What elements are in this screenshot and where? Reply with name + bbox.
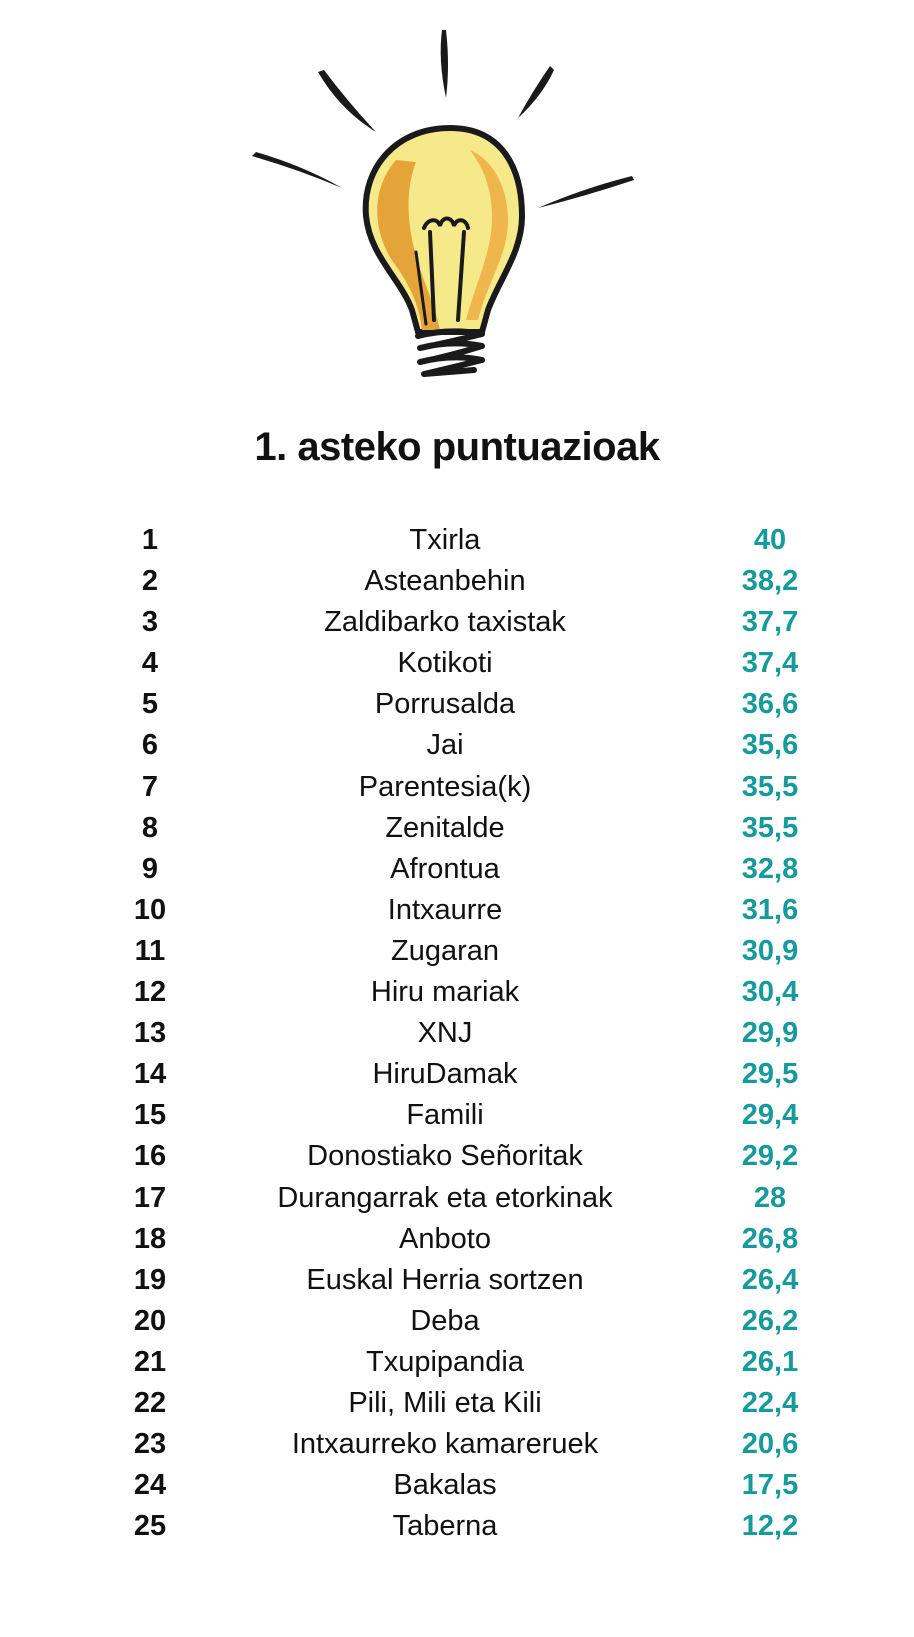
rank-number: 20 bbox=[133, 1304, 167, 1337]
ranking-row bbox=[0, 1465, 914, 1506]
ranking-row bbox=[0, 561, 914, 602]
rank-number: 4 bbox=[141, 647, 159, 680]
team-score: 29,9 bbox=[741, 1017, 799, 1050]
rank-number: 15 bbox=[133, 1099, 167, 1132]
rank-number: 16 bbox=[133, 1140, 167, 1173]
ranking-table bbox=[0, 520, 914, 1547]
team-name: Deba bbox=[410, 1304, 480, 1337]
team-score: 37,7 bbox=[741, 606, 799, 639]
ranking-row bbox=[0, 972, 914, 1013]
ranking-row bbox=[0, 1013, 914, 1054]
team-score: 28 bbox=[753, 1181, 787, 1214]
team-score: 32,8 bbox=[741, 852, 799, 885]
rank-number: 1 bbox=[141, 524, 159, 556]
rank-number: 11 bbox=[134, 934, 166, 967]
team-name: HiruDamak bbox=[372, 1058, 518, 1091]
rank-number: 10 bbox=[133, 893, 167, 926]
rank-number: 7 bbox=[141, 770, 159, 803]
rank-number: 18 bbox=[133, 1222, 167, 1255]
ranking-row bbox=[0, 890, 914, 931]
ranking-row bbox=[0, 602, 914, 643]
team-name: Intxaurreko kamareruek bbox=[291, 1428, 599, 1461]
team-score: 35,5 bbox=[741, 770, 799, 803]
team-name: Euskal Herria sortzen bbox=[306, 1263, 584, 1296]
ranking-row bbox=[0, 808, 914, 849]
team-name: Txirla bbox=[409, 524, 481, 556]
ranking-row bbox=[0, 1424, 914, 1465]
team-score: 26,4 bbox=[741, 1263, 799, 1296]
light-ray bbox=[518, 66, 554, 118]
ranking-row bbox=[0, 520, 914, 561]
light-ray bbox=[538, 176, 634, 208]
team-score: 26,8 bbox=[741, 1222, 799, 1255]
team-score: 29,4 bbox=[741, 1099, 799, 1132]
team-score: 29,2 bbox=[741, 1140, 799, 1173]
team-name: Bakalas bbox=[393, 1469, 497, 1502]
team-score: 38,2 bbox=[741, 565, 799, 598]
rank-number: 14 bbox=[133, 1058, 167, 1091]
team-name: Hiru mariak bbox=[370, 976, 520, 1009]
rank-number: 21 bbox=[133, 1345, 167, 1378]
team-score: 12,2 bbox=[741, 1510, 799, 1543]
team-name: XNJ bbox=[417, 1017, 473, 1050]
ranking-row bbox=[0, 1136, 914, 1177]
rank-number: 5 bbox=[141, 688, 159, 721]
team-name: Jai bbox=[426, 729, 464, 762]
team-name: Afrontua bbox=[390, 852, 500, 885]
team-score: 29,5 bbox=[741, 1058, 799, 1091]
light-ray bbox=[318, 70, 376, 132]
rank-number: 9 bbox=[141, 852, 159, 885]
team-score: 26,2 bbox=[741, 1304, 799, 1337]
team-score: 35,5 bbox=[741, 811, 799, 844]
team-name: Durangarrak eta etorkinak bbox=[277, 1181, 613, 1214]
rank-number: 17 bbox=[133, 1181, 167, 1214]
ranking-row bbox=[0, 725, 914, 766]
bulb-base bbox=[418, 331, 482, 374]
team-score: 22,4 bbox=[741, 1386, 799, 1419]
team-score: 36,6 bbox=[741, 688, 799, 721]
ranking-row bbox=[0, 1301, 914, 1342]
rank-number: 22 bbox=[133, 1386, 167, 1419]
team-name: Donostiako Señoritak bbox=[307, 1140, 583, 1173]
ranking-row bbox=[0, 1342, 914, 1383]
team-name: Porrusalda bbox=[374, 688, 516, 721]
team-name: Famili bbox=[406, 1099, 484, 1132]
team-score: 37,4 bbox=[741, 647, 799, 680]
ranking-row bbox=[0, 931, 914, 972]
team-name: Zaldibarko taxistak bbox=[324, 606, 566, 639]
ranking-row bbox=[0, 684, 914, 725]
rank-number: 24 bbox=[133, 1469, 167, 1502]
light-ray bbox=[441, 30, 448, 98]
team-name: Zugaran bbox=[390, 934, 499, 967]
rank-number: 8 bbox=[141, 811, 159, 844]
team-name: Zenitalde bbox=[385, 811, 505, 844]
team-score: 35,6 bbox=[741, 729, 799, 762]
team-score: 26,1 bbox=[741, 1345, 799, 1378]
page-title: 1. asteko puntuazioak bbox=[254, 425, 660, 469]
ranking-row bbox=[0, 1506, 914, 1547]
team-name: Anboto bbox=[399, 1222, 491, 1255]
rank-number: 19 bbox=[133, 1263, 167, 1296]
ranking-row bbox=[0, 1260, 914, 1301]
team-name: Pili, Mili eta Kili bbox=[348, 1386, 542, 1419]
rank-number: 3 bbox=[141, 606, 159, 639]
team-score: 17,5 bbox=[741, 1469, 799, 1502]
ranking-row bbox=[0, 1095, 914, 1136]
team-name: Parentesia(k) bbox=[358, 770, 532, 803]
team-name: Asteanbehin bbox=[364, 565, 526, 598]
rank-number: 6 bbox=[141, 729, 159, 762]
team-name: Intxaurre bbox=[387, 893, 503, 926]
team-name: Taberna bbox=[392, 1510, 498, 1543]
team-name: Kotikoti bbox=[397, 647, 493, 680]
lightbulb-illustration bbox=[220, 20, 680, 390]
ranking-row bbox=[0, 1383, 914, 1424]
team-score: 30,4 bbox=[741, 976, 799, 1009]
ranking-row bbox=[0, 643, 914, 684]
team-score: 20,6 bbox=[741, 1428, 799, 1461]
rank-number: 12 bbox=[133, 976, 167, 1009]
team-score: 30,9 bbox=[741, 934, 799, 967]
rank-number: 13 bbox=[133, 1017, 167, 1050]
ranking-row bbox=[0, 1219, 914, 1260]
rank-number: 2 bbox=[141, 565, 159, 598]
ranking-row bbox=[0, 1178, 914, 1219]
ranking-row bbox=[0, 849, 914, 890]
team-score: 31,6 bbox=[741, 893, 799, 926]
ranking-row bbox=[0, 1054, 914, 1095]
ranking-row bbox=[0, 767, 914, 808]
lightbulb-icon bbox=[220, 20, 680, 390]
team-name: Txupipandia bbox=[366, 1345, 524, 1378]
rank-number: 25 bbox=[133, 1510, 167, 1543]
rank-number: 23 bbox=[133, 1428, 167, 1461]
team-score: 40 bbox=[753, 524, 787, 556]
light-ray bbox=[252, 152, 342, 188]
